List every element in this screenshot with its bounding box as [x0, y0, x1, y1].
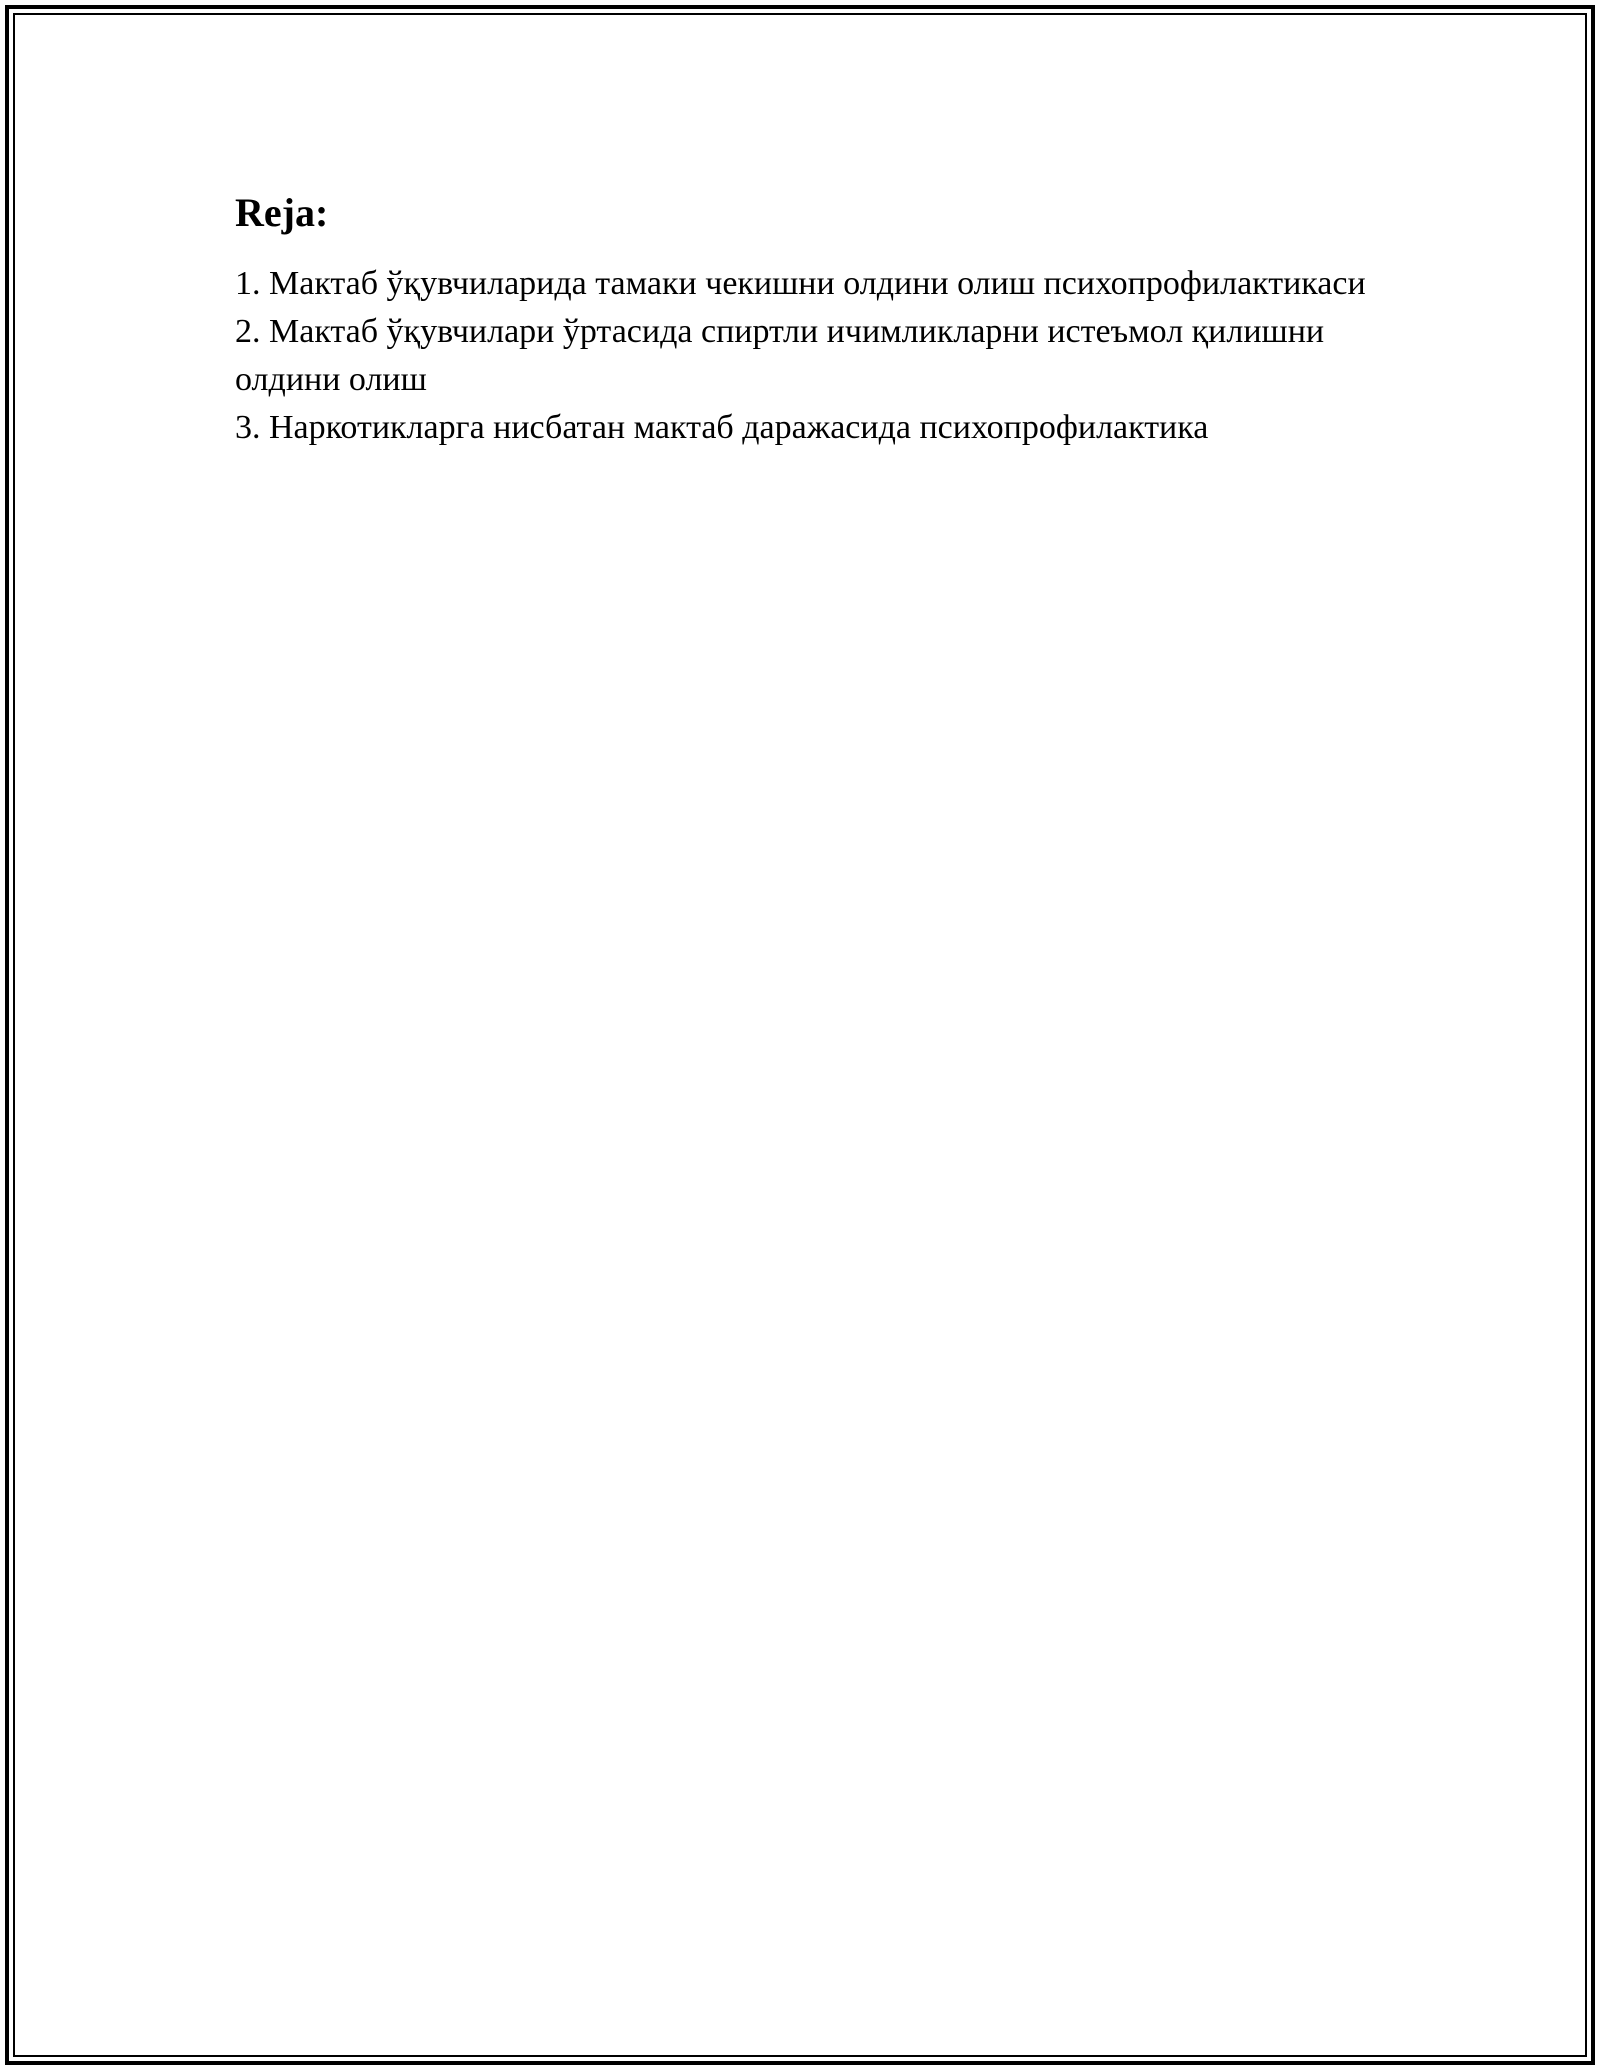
plan-item-1: 1. Мактаб ўқувчиларида тамаки чекишни олдини олиш психопрофилактикаси — [235, 265, 1366, 302]
page-content — [235, 186, 1395, 452]
plan-item-3: 3. Наркотикларга нисбатан мактаб даражасида психопрофилактика — [235, 409, 1209, 446]
plan-heading: Reja: — [235, 190, 329, 235]
plan-item-2: 2. Мактаб ўқувчилари ўртасида спиртли ичимликларни истеъмол қилишни олдини олиш — [235, 313, 1325, 398]
plan-list — [235, 260, 1395, 452]
